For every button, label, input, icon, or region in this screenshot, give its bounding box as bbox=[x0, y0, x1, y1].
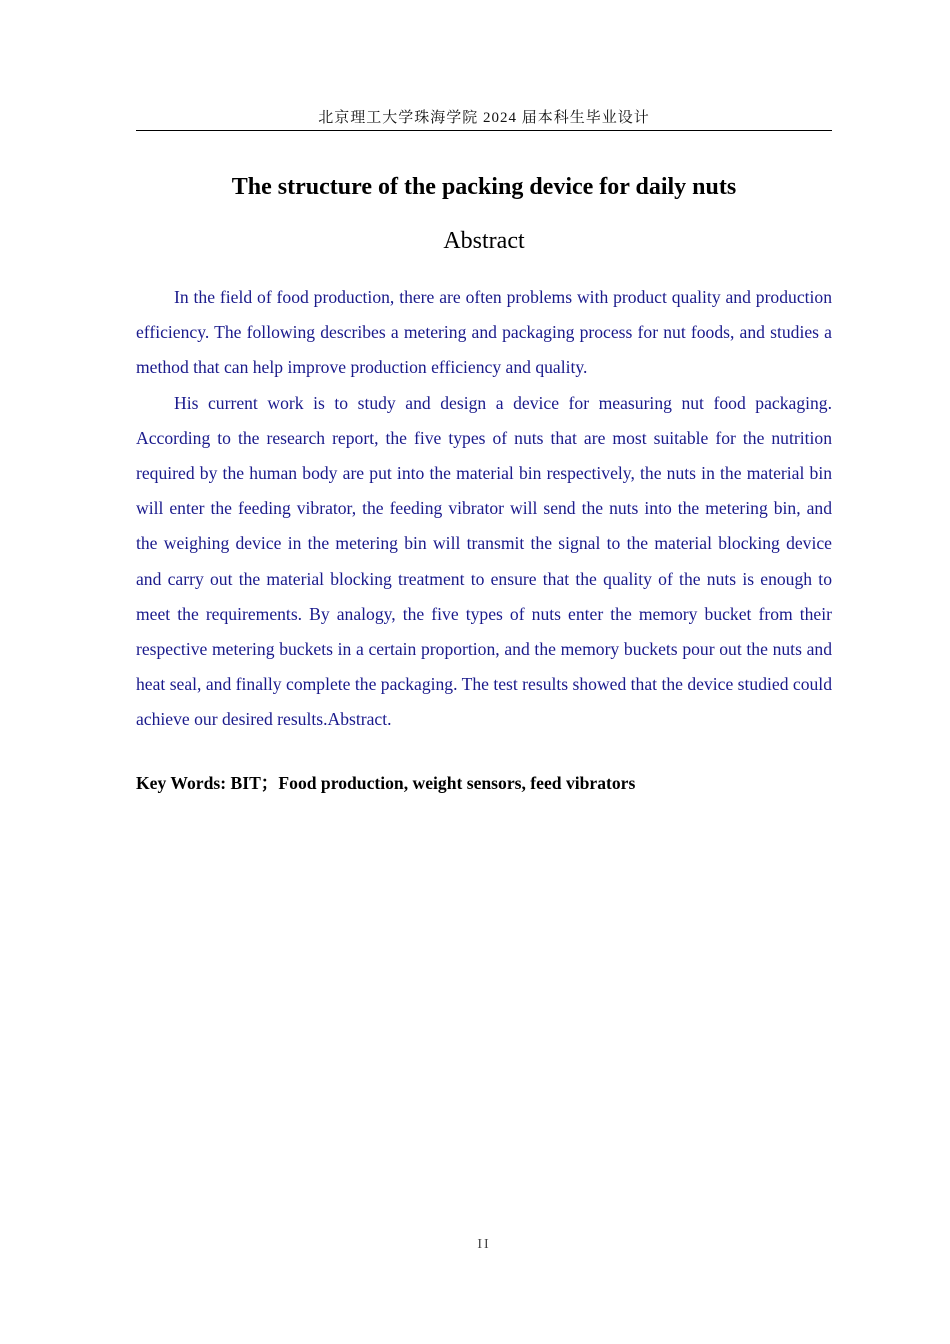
running-header: 北京理工大学珠海学院 2024 届本科生毕业设计 bbox=[318, 110, 650, 126]
abstract-paragraph: His current work is to study and design a device for measuring nut food packaging. According to the research report, the five types of nuts that are most suitable for the nutrition required by the human body are put into the material bin respectively, the nuts in the material bin will enter the feeding vibrator, the feeding vibrator will send the nuts into the metering bin, and the weighing device in the metering bin will transmit the signal to the material blocking device and carry out the material blocking treatment to ensure that the quality of the nuts is enough to meet the requirements. By analogy, the five types of nuts enter the memory bucket from their respective metering buckets in a certain proportion, and the memory buckets pour out the nuts and heat seal, and finally complete the packaging. The test results showed that the device studied could achieve our desired results.Abstract. bbox=[136, 392, 832, 730]
abstract-paragraph: In the field of food production, there are often problems with product quality and production efficiency. The following describes a metering and packaging process for nut foods, and studies a method that can help improve production efficiency and quality. bbox=[136, 287, 832, 378]
page-number: II bbox=[477, 1237, 491, 1252]
document-title: The structure of the packing device for daily nuts bbox=[231, 174, 737, 200]
abstract-body bbox=[136, 280, 832, 738]
abstract-heading: Abstract bbox=[443, 228, 525, 254]
header-divider bbox=[136, 130, 832, 131]
keywords-line: Key Words: BIT；Food production, weight sensors, feed vibrators bbox=[136, 773, 636, 793]
